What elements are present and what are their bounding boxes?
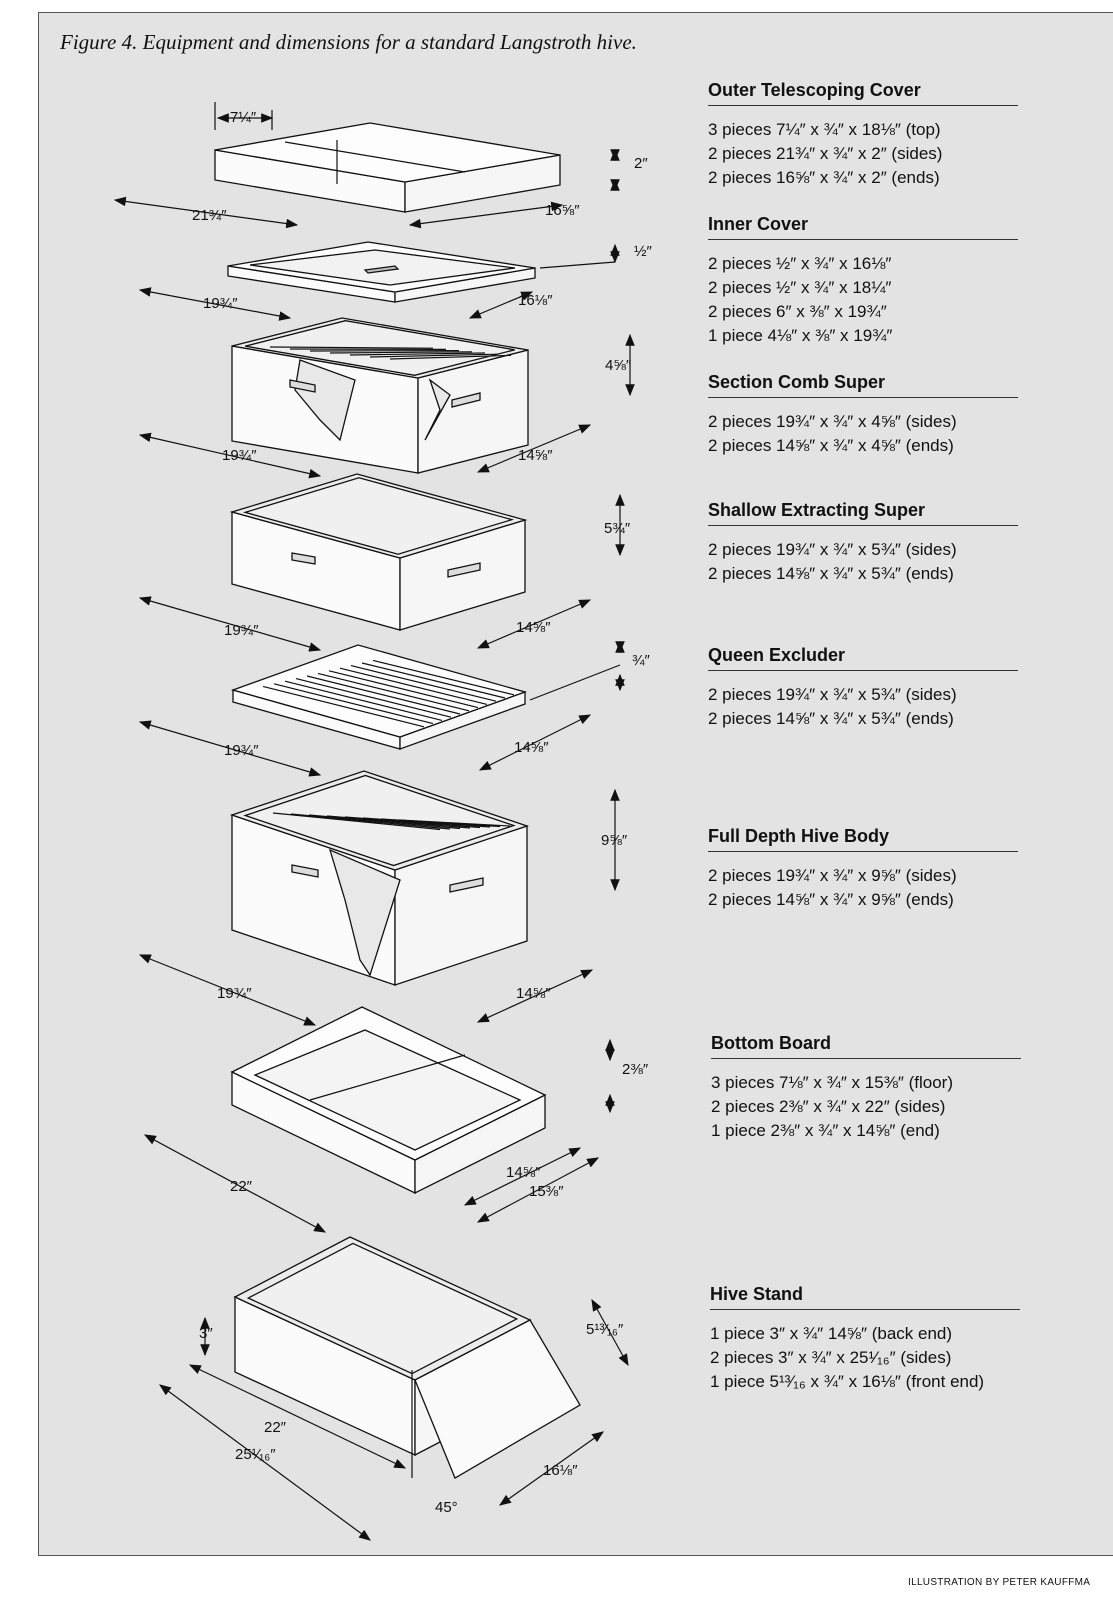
dim-full-length: 19¾″ xyxy=(217,985,252,1002)
dim-stand-length: 22″ xyxy=(264,1419,286,1436)
piece-line: 2 pieces 21¾″ x ¾″ x 2″ (sides) xyxy=(708,144,943,163)
section-shallow-super xyxy=(708,500,1018,586)
dim-full-width: 14⅝″ xyxy=(516,985,551,1002)
piece-line: 2 pieces 19¾″ x ¾″ x 5¾″ (sides) xyxy=(708,540,957,559)
section-inner-cover xyxy=(708,214,1018,348)
piece-line: 2 pieces 3″ x ¾″ x 25¹⁄₁₆″ (sides) xyxy=(710,1348,952,1367)
piece-line: 2 pieces 6″ x ⅜″ x 19¾″ xyxy=(708,302,887,321)
section-heading: Bottom Board xyxy=(711,1033,1021,1059)
dim-inner-height: ½″ xyxy=(634,243,652,260)
section-outer-cover xyxy=(708,80,1018,190)
section-hive-stand xyxy=(710,1284,1020,1394)
piece-line: 2 pieces ½″ x ¾″ x 16⅛″ xyxy=(708,254,892,273)
section-heading: Hive Stand xyxy=(710,1284,1020,1310)
dim-excluder-length: 19¾″ xyxy=(224,742,259,759)
piece-line: 2 pieces 14⅝″ x ¾″ x 5¾″ (ends) xyxy=(708,709,954,728)
dim-shallow-length: 19¾″ xyxy=(224,622,259,639)
dim-excluder-height: ¾″ xyxy=(632,652,650,669)
dim-outer-height: 2″ xyxy=(634,155,648,172)
dim-shallow-height: 5¾″ xyxy=(604,520,631,537)
section-heading: Section Comb Super xyxy=(708,372,1018,398)
dim-stand-front-height: 5¹³⁄₁₆″ xyxy=(586,1321,624,1338)
dim-comb-length: 19¾″ xyxy=(222,447,257,464)
dim-stand-angle: 45° xyxy=(435,1499,458,1516)
dim-full-height: 9⅝″ xyxy=(601,832,628,849)
extension-line xyxy=(530,665,620,700)
piece-line: 2 pieces 19¾″ x ¾″ x 5¾″ (sides) xyxy=(708,685,957,704)
piece-line: 2 pieces 14⅝″ x ¾″ x 4⅝″ (ends) xyxy=(708,436,954,455)
illustration-credit: ILLUSTRATION BY PETER KAUFFMA xyxy=(908,1577,1091,1588)
piece-line: 2 pieces 19¾″ x ¾″ x 4⅝″ (sides) xyxy=(708,412,957,431)
dim-outer-top-width: 7¼″ xyxy=(230,109,257,126)
section-heading: Full Depth Hive Body xyxy=(708,826,1018,852)
dim-inner-length: 19¾″ xyxy=(203,295,238,312)
piece-line: 2 pieces 19¾″ x ¾″ x 9⅝″ (sides) xyxy=(708,866,957,885)
queen-excluder-top xyxy=(233,645,525,737)
piece-line: 1 piece 4⅛″ x ⅜″ x 19¾″ xyxy=(708,326,893,345)
dim-shallow-width: 14⅝″ xyxy=(516,619,551,636)
dimension-line xyxy=(410,205,562,225)
dim-comb-width: 14⅝″ xyxy=(518,447,553,464)
dim-inner-width: 16⅛″ xyxy=(518,292,553,309)
dim-bottom-depth: 15⅜″ xyxy=(529,1183,564,1200)
dim-stand-height: 3″ xyxy=(199,1325,213,1342)
dim-excluder-width: 14⅝″ xyxy=(514,739,549,756)
section-heading: Outer Telescoping Cover xyxy=(708,80,1018,106)
piece-line: 1 piece 3″ x ¾″ 14⅝″ (back end) xyxy=(710,1324,953,1343)
section-heading: Shallow Extracting Super xyxy=(708,500,1018,526)
figure-title: Figure 4. Equipment and dimensions for a standard Langstroth hive. xyxy=(60,30,637,54)
section-comb-super xyxy=(708,372,1018,458)
piece-line: 2 pieces 2⅜″ x ¾″ x 22″ (sides) xyxy=(711,1097,946,1116)
dim-bottom-width: 14⅝″ xyxy=(506,1164,541,1181)
piece-line: 3 pieces 7¼″ x ¾″ x 18⅛″ (top) xyxy=(708,120,941,139)
piece-line: 2 pieces 14⅝″ x ¾″ x 9⅝″ (ends) xyxy=(708,890,954,909)
piece-line: 1 piece 5¹³⁄₁₆ x ¾″ x 16⅛″ (front end) xyxy=(710,1372,985,1391)
dim-stand-width: 16⅛″ xyxy=(543,1462,578,1479)
extension-line xyxy=(540,262,615,268)
section-heading: Inner Cover xyxy=(708,214,1018,240)
dim-bottom-length: 22″ xyxy=(230,1178,252,1195)
piece-line: 2 pieces 14⅝″ x ¾″ x 5¾″ (ends) xyxy=(708,564,954,583)
piece-line: 3 pieces 7⅛″ x ¾″ x 15⅜″ (floor) xyxy=(711,1073,954,1092)
piece-line: 1 piece 2⅜″ x ¾″ x 14⅝″ (end) xyxy=(711,1121,940,1140)
dim-outer-length: 21¾″ xyxy=(192,207,227,224)
piece-line: 2 pieces 16⅝″ x ¾″ x 2″ (ends) xyxy=(708,168,940,187)
piece-line: 2 pieces ½″ x ¾″ x 18¼″ xyxy=(708,278,892,297)
dim-comb-height: 4⅝″ xyxy=(605,357,632,374)
dim-outer-width: 16⅝″ xyxy=(545,202,580,219)
dim-bottom-height: 2⅜″ xyxy=(622,1061,649,1078)
section-bottom-board xyxy=(711,1033,1021,1143)
section-queen-excluder xyxy=(708,645,1018,731)
section-full-depth xyxy=(708,826,1018,912)
section-heading: Queen Excluder xyxy=(708,645,1018,671)
dim-stand-total-length: 25¹⁄₁₆″ xyxy=(235,1446,276,1463)
